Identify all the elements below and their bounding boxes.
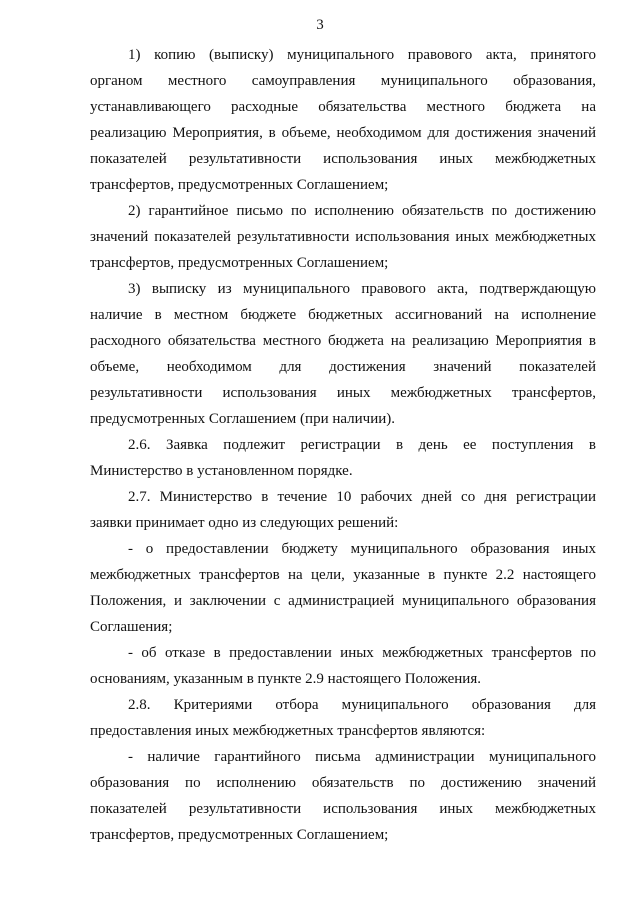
text-line: образования по исполнению обязательств по достижению значений [90, 775, 596, 791]
text-line: предусмотренных Соглашением (при наличии). [90, 411, 396, 427]
paragraph-criterion-1 [90, 744, 596, 848]
text-line: основаниям, указанным в пункте 2.9 настоящего Положения. [90, 671, 481, 687]
text-line: трансфертов, предусмотренных Соглашением; [90, 177, 389, 193]
paragraph-item-1 [90, 42, 596, 198]
paragraph-decision-refuse [90, 640, 596, 692]
text-line: предоставления иных межбюджетных трансфертов являются: [90, 723, 486, 739]
text-line: 1) копию (выписку) муниципального правового акта, принятого [128, 47, 596, 63]
text-line: 2.8. Критериями отбора муниципального образования для [128, 697, 596, 713]
paragraph-2-6 [90, 432, 596, 484]
text-line: - наличие гарантийного письма администрации муниципального [128, 749, 596, 765]
text-line: результативности использования иных межбюджетных трансфертов, [90, 385, 596, 401]
paragraph-2-8 [90, 692, 596, 744]
text-line: заявки принимает одно из следующих решений: [90, 515, 399, 531]
text-line: Соглашения; [90, 619, 173, 635]
text-line: 3) выписку из муниципального правового акта, подтверждающую [128, 281, 596, 297]
text-line: показателей результативности использования иных межбюджетных [90, 151, 596, 167]
text-line: Положения, и заключении с администрацией муниципального образования [90, 593, 596, 609]
text-line: расходного обязательства местного бюджета на реализацию Мероприятия в [90, 333, 596, 349]
text-line: трансфертов, предусмотренных Соглашением; [90, 827, 389, 843]
document-body [90, 42, 596, 848]
text-line: межбюджетных трансфертов на цели, указанные в пункте 2.2 настоящего [90, 567, 596, 583]
text-line: наличие в местном бюджете бюджетных ассигнований на исполнение [90, 307, 596, 323]
text-line: - о предоставлении бюджету муниципального образования иных [128, 541, 596, 557]
text-line: показателей результативности использования иных межбюджетных [90, 801, 596, 817]
paragraph-decision-grant [90, 536, 596, 640]
text-line: 2.6. Заявка подлежит регистрации в день ее поступления в [128, 437, 596, 453]
text-line: реализацию Мероприятия, в объеме, необходимом для достижения значений [90, 125, 596, 141]
text-line: 2) гарантийное письмо по исполнению обязательств по достижению [128, 203, 596, 219]
text-line: устанавливающего расходные обязательства местного бюджета на [90, 99, 596, 115]
paragraph-item-3 [90, 276, 596, 432]
text-line: 2.7. Министерство в течение 10 рабочих дней со дня регистрации [128, 489, 596, 505]
text-line: - об отказе в предоставлении иных межбюджетных трансфертов по [128, 645, 596, 661]
paragraph-item-2 [90, 198, 596, 276]
text-line: трансфертов, предусмотренных Соглашением; [90, 255, 389, 271]
text-line: Министерство в установленном порядке. [90, 463, 353, 479]
text-line: органом местного самоуправления муниципального образования, [90, 73, 596, 89]
text-line: объеме, необходимом для достижения значений показателей [90, 359, 596, 375]
page-number: 3 [316, 17, 324, 33]
paragraph-2-7 [90, 484, 596, 536]
text-line: значений показателей результативности использования иных межбюджетных [90, 229, 596, 245]
